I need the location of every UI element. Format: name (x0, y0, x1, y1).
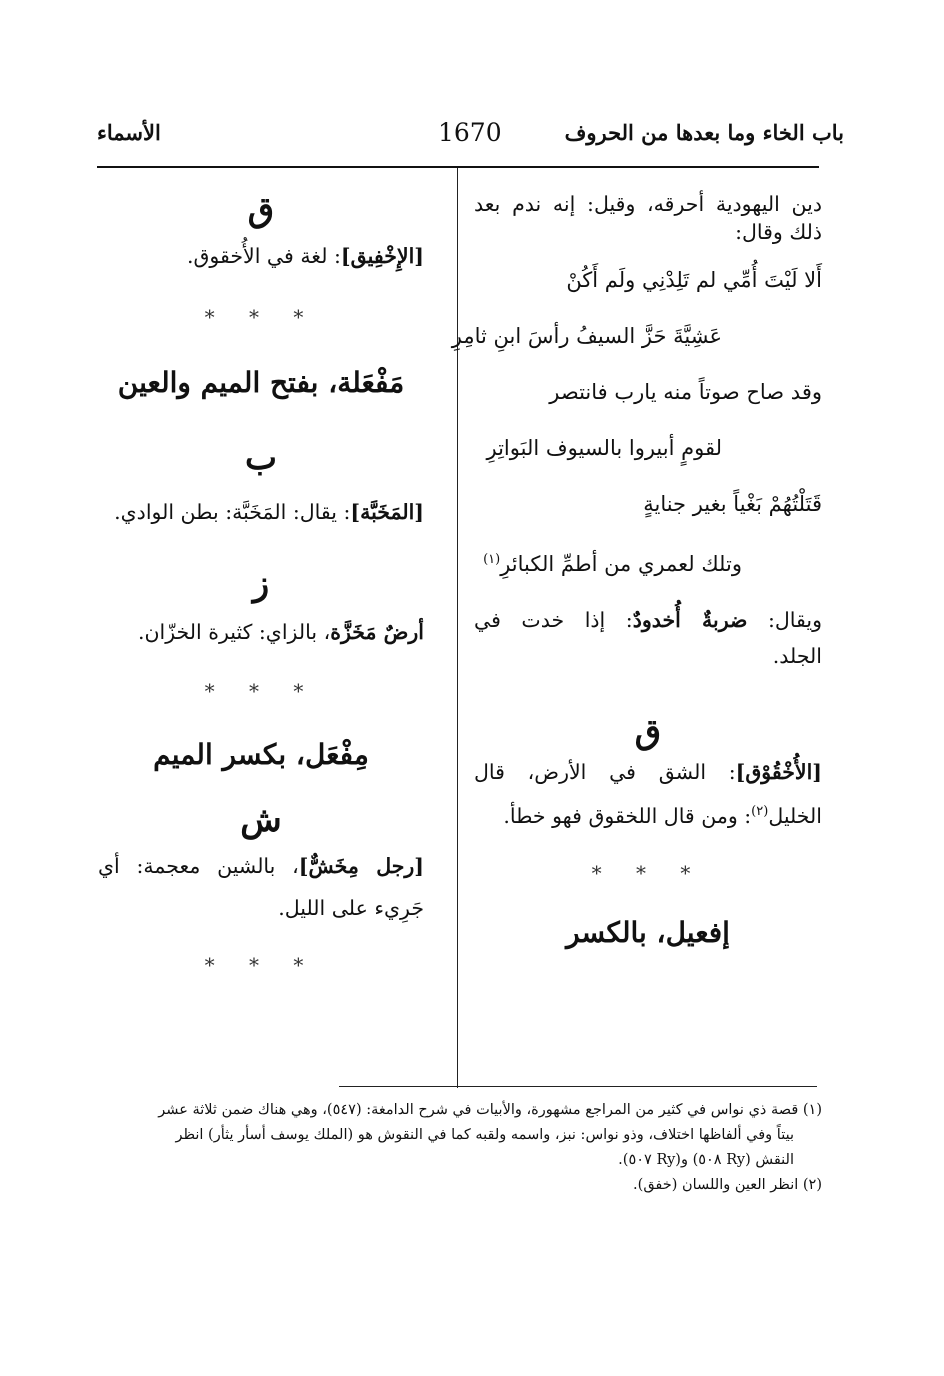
letter-heading-zay: ز (252, 564, 270, 604)
letter-heading-ba: ب (244, 438, 277, 478)
page-number: 1670 (438, 118, 502, 147)
running-header-chapter: باب الخاء وما بعدها من الحروف (564, 120, 844, 145)
footnote-ref: (٢) (751, 804, 769, 819)
entry-line: [رجل مِخَشٌّ]، بالشين معجمة: أي (98, 854, 424, 878)
poem (451, 266, 822, 578)
poem-hemistich: وقد صاح صوتاً منه يارب فانتصر (549, 380, 822, 404)
footnote-rule (339, 1086, 817, 1087)
entry-line: جَرِيء على الليل. (278, 896, 424, 920)
footnotes (100, 1098, 822, 1198)
footnote-line: النقش (Ry ٥٠٨) و(Ry ٥٠٧). (618, 1152, 794, 1168)
poem-hemistich: أَلا لَيْتَ أُمِّي لم تَلِدْنِي ولَم أَكُنْ (566, 268, 822, 292)
section-title: مَفْعَلة، بفتح الميم والعين (117, 366, 405, 399)
headword: [الإِخْفِيق] (340, 244, 424, 268)
section-separator: * * * (204, 679, 318, 703)
poem-hemistich: قَتَلْتُهُمْ بَغْياً بغير جنايةٍ (643, 492, 822, 516)
paragraph-line: ويقال: ضربةٌ أُخدودٌ: إذا خدت في (474, 608, 823, 632)
header-rule (97, 166, 819, 168)
section-separator: * * * (591, 860, 705, 885)
letter-heading-qaf: ق (634, 712, 662, 752)
letter-heading-qaf: ق (247, 190, 275, 230)
footnote-line: بيتاً وفي ألفاظها اختلاف، وذو نواس: نبز، واسمه ولقبه كما في النقوش هو (الملك يوسف أسأر يثأر) انظر (175, 1127, 794, 1143)
section-separator: * * * (204, 305, 318, 329)
headword: [رجل مِخَشٌّ] (298, 854, 424, 878)
footnote-ref: (١) (483, 552, 501, 567)
section-title: مِفْعَل، بكسر الميم (153, 738, 369, 771)
poem-hemistich: وتلك لعمري من أطمِّ الكبائرِ$^{(١)}$ (483, 552, 742, 576)
entry-line: أرضٌ مَخَزَّة، بالزاي: كثيرة الخزّان. (137, 620, 424, 644)
right-column (451, 190, 823, 950)
headword: ضربةٌ أُخدودٌ (632, 608, 748, 632)
entry-line: [الإِخْفِيق]: لغة في الأُخقوق. (186, 244, 424, 268)
poem-hemistich: لقومٍ أبيروا بالسيوف البَواتِرِ (486, 436, 722, 460)
section-separator: * * * (204, 953, 318, 977)
running-header-section: الأسماء (97, 120, 161, 145)
headword: [الأُخْقُوْق] (735, 760, 822, 784)
paragraph-line: الجلد. (772, 644, 822, 668)
entry-line: الخليل$^{(٢)}$: ومن قال اللخقوق فهو خطأ. (503, 803, 822, 828)
entry-line: [المَخَبَّة]: يقال: المَخَبَّة: بطن الوادي. (114, 500, 424, 524)
letter-heading-shin: ش (240, 800, 282, 840)
headword: أرضٌ مَخَزَّة (330, 620, 424, 644)
footnote-line: (٢) انظر العين واللسان (خفق). (633, 1177, 822, 1193)
headword: [المَخَبَّة] (350, 500, 424, 524)
column-divider (457, 168, 458, 1088)
paragraph-line: دين اليهودية أحرقه، وقيل: إنه ندم بعد (474, 192, 822, 216)
footnote-line: (١) قصة ذي نواس في كثير من المراجع مشهورة، والأبيات في شرح الدامغة: (٥٤٧)، وهي هناك ضمن ثلاثة عشر (158, 1102, 822, 1118)
paragraph-line: ذلك وقال: (735, 220, 822, 244)
left-column (98, 190, 424, 978)
entry-line: [الأُخْقُوْق]: الشق في الأرض، قال (474, 760, 822, 784)
poem-hemistich: عَشِيَّةَ حَزَّ السيفُ رأسَ ابنِ ثامِرِ (451, 324, 722, 348)
section-title: إفعيل، بالكسر (566, 915, 730, 949)
